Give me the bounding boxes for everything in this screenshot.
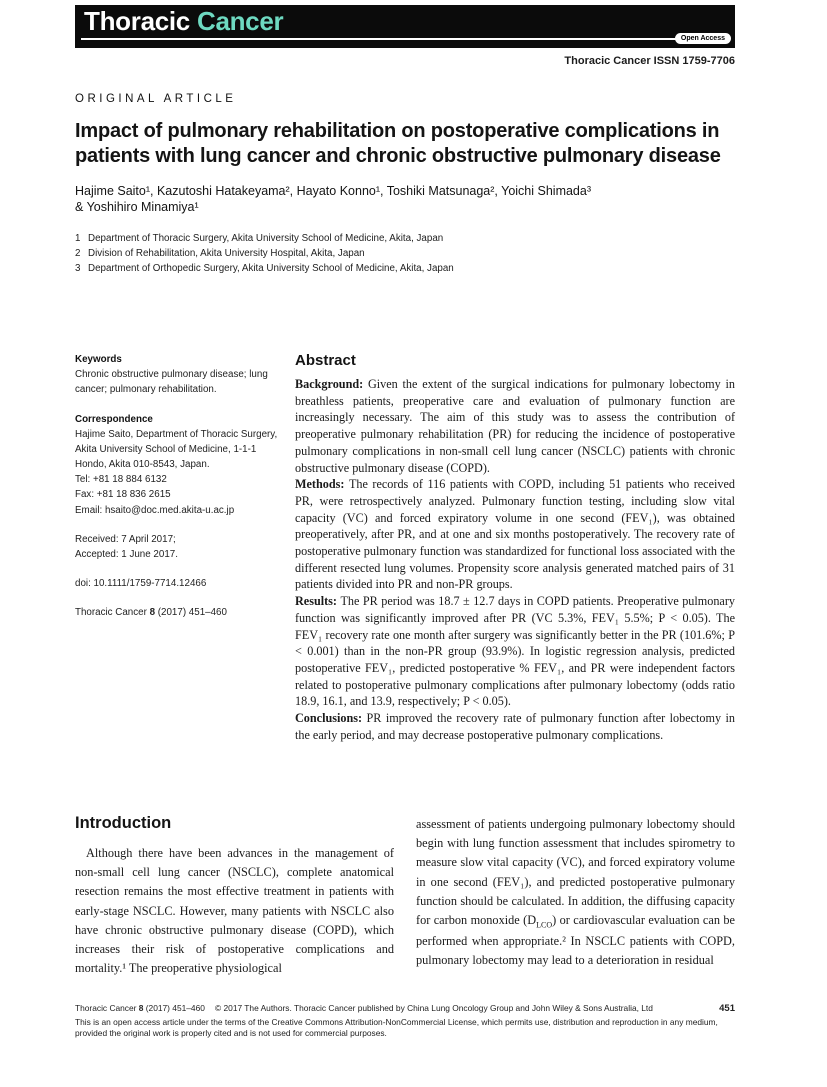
dlco-subscript: LCO — [536, 920, 553, 930]
abstract-results-paragraph — [295, 593, 735, 710]
article-meta-sidebar — [75, 352, 283, 634]
affiliation-number: 3 — [75, 263, 81, 275]
abstract-section-label: Methods: — [295, 477, 349, 492]
abstract-section-label: Results: — [295, 594, 341, 609]
abstract-section-text: The records of 116 patients with COPD, including 51 patients who received PR, were retrospectively analyzed. Pulmonary function testing, including slow vital capacity (VC) and forced expiratory volume in one second (FEV₁), was obtained preoperatively, after PR, and at one and six months postoperatively. The recovery rate of postoperative pulmonary function was standardized for functional loss associated with the different resected lung volumes. Propensity score analysis generated matched pairs of 31 patients divided into PR and non-PR groups. — [295, 477, 735, 592]
introduction-section — [75, 814, 735, 978]
keywords-heading: Keywords — [75, 354, 122, 365]
intro-paragraph-left: Although there have been advances in the management of non-small cell lung cancer (NSCLC), complete anatomical resection remains the most effective treatment in patients with early-stage NSCLC. However, many patients with NSCLC also have chronic obstructive pulmonary disease (COPD), which increases their risk of postoperative complications and mortality.¹ The preoperative physiological — [75, 846, 394, 976]
citation-volume: 8 — [149, 607, 156, 619]
logo-thoracic: Thoracic — [84, 6, 190, 36]
affiliation-number: 1 — [75, 232, 81, 244]
introduction-heading: Introduction — [75, 814, 172, 832]
footer-license: This is an open access article under the terms of the Creative Commons Attribution-NonCommercial License, which permits use, distribution and reproduction in any medium, provided the original work is properly cited and is not used for commercial purposes. — [75, 1016, 718, 1039]
received-line: Received: 7 April 2017; — [75, 533, 176, 545]
correspondence-block — [75, 412, 283, 518]
doi-block — [75, 576, 283, 591]
intro-right-text-1: assessment of patients undergoing pulmonary lobectomy should begin with lung function assessment that includes spirometry to measure slow vital capacity (VC), and forced expiratory volume in one second (FEV₁), and predicted postoperative pulmonary function should be calculated. In addition, the diffusing capacity for carbon monoxide (D — [416, 817, 735, 927]
correspondence-heading: Correspondence — [75, 413, 153, 425]
abstract-methods-paragraph — [295, 476, 735, 593]
affiliation-text: Department of Orthopedic Surgery, Akita University School of Medicine, Akita, Japan — [88, 263, 454, 275]
authors-line-2: & Yoshihiro Minamiya¹ — [75, 200, 199, 215]
intro-right-text-2: ) or cardiovascular evaluation can be performed when appropriate.² In NSCLC patients with COPD, pulmonary lobectomy may lead to a deterioration in residual — [416, 912, 735, 967]
history-block — [75, 532, 283, 562]
correspondence-text: Hajime Saito, Department of Thoracic Surgery, Akita University School of Medicine, 1-1-1 Hondo, Akita 010-8543, Japan. — [75, 428, 278, 471]
issn-line: Thoracic Cancer ISSN 1759-7706 — [564, 55, 735, 67]
open-access-badge: Open Access — [675, 33, 731, 44]
abstract-section-text: PR improved the recovery rate of pulmonary function after lobectomy in the early period, and may decrease postoperative pulmonary complications. — [295, 711, 735, 742]
page-footer — [75, 1003, 735, 1040]
keywords-text: Chronic obstructive pulmonary disease; lung cancer; pulmonary rehabilitation. — [75, 369, 268, 396]
abstract-section-label: Conclusions: — [295, 711, 367, 726]
citation-prefix: Thoracic Cancer — [75, 607, 150, 619]
footer-citation — [75, 1003, 215, 1014]
front-matter — [75, 93, 735, 276]
tel-line: Tel: +81 18 884 6132 — [75, 474, 167, 486]
abstract-section — [295, 352, 735, 743]
citation-line — [75, 605, 283, 620]
footer-copyright: © 2017 The Authors. Thoracic Cancer published by China Lung Oncology Group and John Wiley & Sons Australia, Ltd — [215, 1003, 653, 1013]
fax-line: Fax: +81 18 836 2615 — [75, 489, 171, 501]
keywords-block — [75, 352, 283, 398]
abstract-section-text: Given the extent of the surgical indications for pulmonary lobectomy in breathless patients, preoperative care and evaluation of pulmonary function are increasingly necessary. The aim of this study was to assess the contribution of preoperative pulmonary rehabilitation (PR) for reducing the incidence of postoperative pulmonary complications in non-small cell lung cancer (NSCLC) patients with chronic obstructive pulmonary disease (COPD). — [295, 377, 735, 475]
affiliation-item — [75, 261, 735, 276]
authors-line-1: Hajime Saito¹, Kazutoshi Hatakeyama², Hayato Konno¹, Toshiki Matsunaga², Yoichi Shimada³ — [75, 184, 592, 199]
banner-rule — [81, 38, 691, 40]
affiliation-text: Department of Thoracic Surgery, Akita University School of Medicine, Akita, Japan — [88, 232, 444, 244]
intro-column-left — [75, 844, 394, 978]
article-kicker: ORIGINAL ARTICLE — [75, 93, 237, 105]
affiliation-text: Division of Rehabilitation, Akita University Hospital, Akita, Japan — [88, 247, 365, 259]
footer-page-number: 451 — [719, 1003, 735, 1014]
abstract-section-text: The PR period was 18.7 ± 12.7 days in COPD patients. Preoperative pulmonary function was significantly improved after PR (VC 5.3%, FEV₁ 5.5%; P < 0.05). The FEV₁ recovery rate one month after surgery was significantly better in the PR (101.6%; P < 0.001) than in the non-PR group (93.9%). In logistic regression analysis, predicted postoperative FEV₁, predicted postoperative % FEV₁, and PR were independent factors related to postoperative pulmonary complications after pulmonary lobectomy (odds ratio 18.9, 16.1, and 13.9, respectively; P < 0.05). — [295, 594, 735, 709]
doi-line: doi: 10.1111/1759-7714.12466 — [75, 578, 207, 590]
accepted-line: Accepted: 1 June 2017. — [75, 548, 178, 560]
footer-citation-prefix: Thoracic Cancer — [75, 1003, 139, 1013]
article-title: Impact of pulmonary rehabilitation on postoperative complications in patients with lung cancer and chronic obstructive pulmonary disease — [75, 120, 721, 168]
intro-column-right — [416, 815, 735, 978]
abstract-conclusions-paragraph — [295, 710, 735, 743]
footer-citation-suffix: (2017) 451–460 — [143, 1003, 205, 1013]
authors-block — [75, 183, 735, 216]
footer-line-1 — [75, 1003, 735, 1016]
logo-cancer: Cancer — [196, 6, 284, 36]
citation-suffix: (2017) 451–460 — [155, 607, 227, 619]
affiliation-item — [75, 231, 735, 246]
journal-banner — [75, 5, 735, 48]
abstract-heading: Abstract — [295, 352, 356, 369]
abstract-background-paragraph — [295, 376, 735, 476]
intro-paragraph-right — [416, 815, 735, 970]
abstract-section-label: Background: — [295, 377, 368, 391]
affiliations-block — [75, 231, 735, 277]
meta-and-abstract — [75, 352, 735, 743]
journal-logo — [84, 6, 283, 37]
affiliation-item — [75, 246, 735, 261]
footer-citation-volume: 8 — [138, 1003, 144, 1013]
email-line: Email: hsaito@doc.med.akita-u.ac.jp — [75, 504, 235, 516]
affiliation-number: 2 — [75, 247, 81, 259]
